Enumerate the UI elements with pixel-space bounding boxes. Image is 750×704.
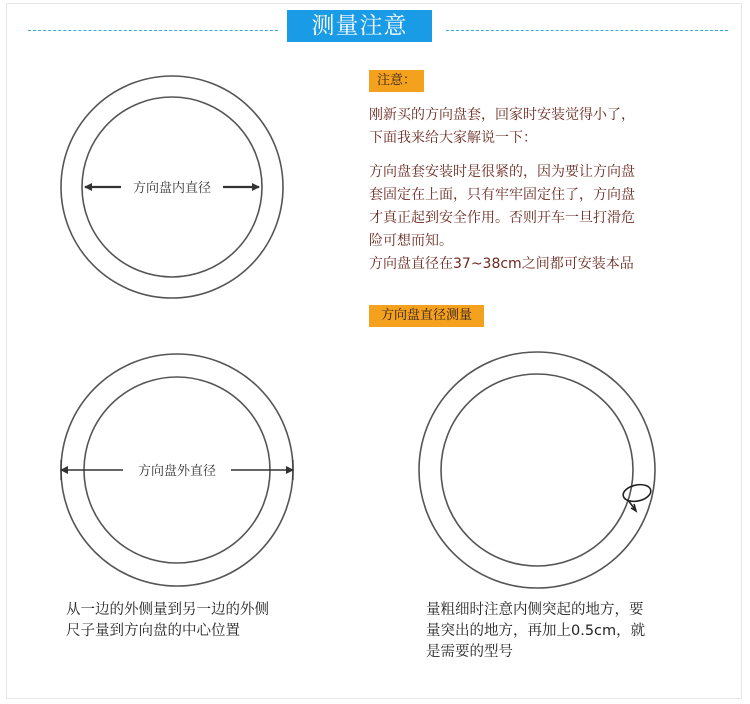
page-title: 测量注意 bbox=[287, 10, 432, 42]
ring-outer-edge bbox=[419, 352, 655, 588]
note-line: 方向盘套安装时是很紧的，因为要让方向盘 bbox=[369, 164, 635, 180]
caption-line: 尺子量到方向盘的中心位置 bbox=[66, 623, 240, 639]
inner-diameter-diagram bbox=[61, 76, 283, 298]
thickness-diagram bbox=[419, 352, 655, 588]
thickness-caption bbox=[426, 600, 716, 663]
note-explanation bbox=[369, 161, 709, 276]
caption-line: 量粗细时注意内侧突起的地方，要 bbox=[426, 602, 644, 618]
outer-diameter-caption bbox=[66, 600, 356, 642]
note-line: 方向盘直径在37~38cm之间都可安装本品 bbox=[369, 256, 634, 272]
caption-line: 量突出的地方，再加上0.5cm，就 bbox=[426, 623, 646, 639]
note-badge: 注意： bbox=[369, 70, 424, 92]
ring-inner-edge bbox=[441, 374, 633, 566]
note-line: 刚新买的方向盘套，回家时安装觉得小了， bbox=[369, 107, 635, 123]
outer-diameter-label: 方向盘外直径 bbox=[137, 464, 217, 479]
note-intro bbox=[369, 104, 709, 150]
note-line: 套固定在上面，只有牢牢固定住了，方向盘 bbox=[369, 187, 635, 203]
outer-diameter-diagram bbox=[61, 354, 293, 586]
note-line: 险可想而知。 bbox=[369, 233, 453, 249]
caption-line: 是需要的型号 bbox=[426, 644, 513, 660]
note-line: 下面我来给大家解说一下： bbox=[369, 130, 537, 146]
measure-badge: 方向盘直径测量 bbox=[369, 305, 484, 327]
inner-diameter-label: 方向盘内直径 bbox=[132, 181, 212, 196]
note-line: 才真正起到安全作用。否则开车一旦打滑危 bbox=[369, 210, 635, 226]
caption-line: 从一边的外侧量到另一边的外侧 bbox=[66, 602, 269, 618]
